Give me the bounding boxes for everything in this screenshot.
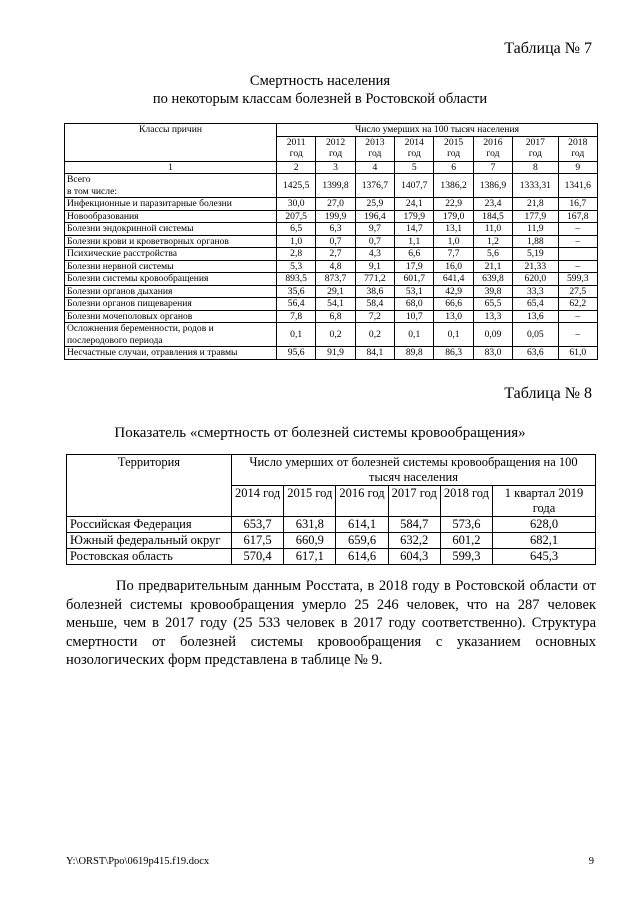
row-label: Всего в том числе: xyxy=(65,174,277,198)
year-suffix: год xyxy=(407,148,421,159)
cell-value: 614,1 xyxy=(336,517,388,533)
table-row xyxy=(65,235,598,248)
cell-value: 58,4 xyxy=(355,298,394,311)
cell-value: 7,7 xyxy=(434,248,473,261)
cell-value: 1,0 xyxy=(434,235,473,248)
cell-value: 53,1 xyxy=(395,285,434,298)
cell-value: 33,3 xyxy=(513,285,558,298)
table-row xyxy=(65,347,598,360)
cell-value: 1,2 xyxy=(473,235,512,248)
cell-value: 13,6 xyxy=(513,310,558,323)
cell-value: 63,6 xyxy=(513,347,558,360)
table-row xyxy=(65,310,598,323)
cell-value xyxy=(558,248,597,261)
table7-year-header xyxy=(316,136,355,161)
table-row xyxy=(65,285,598,298)
cell-value: 66,6 xyxy=(434,298,473,311)
cell-value: 38,6 xyxy=(355,285,394,298)
table-row xyxy=(65,210,598,223)
col-number: 8 xyxy=(513,161,558,174)
year-suffix: год xyxy=(571,148,585,159)
table7-label: Таблица № 7 xyxy=(504,40,592,57)
col-number: 9 xyxy=(558,161,597,174)
cell-value: 1,0 xyxy=(277,235,316,248)
table-row xyxy=(67,517,596,533)
row-label: Ростовская область xyxy=(67,549,232,565)
cell-value: 27,5 xyxy=(558,285,597,298)
row-label: Инфекционные и паразитарные болезни xyxy=(65,198,277,211)
cell-value: 86,3 xyxy=(434,347,473,360)
col-number: 4 xyxy=(355,161,394,174)
cell-value: 35,6 xyxy=(277,285,316,298)
cell-value: 6,5 xyxy=(277,223,316,236)
table8-label: Таблица № 8 xyxy=(504,385,592,402)
col-number: 5 xyxy=(395,161,434,174)
cell-value: 196,4 xyxy=(355,210,394,223)
row-label: Болезни системы кровообращения xyxy=(65,273,277,286)
year-value: 2017 xyxy=(525,136,545,148)
row-label: Болезни крови и кроветворных органов xyxy=(65,235,277,248)
cell-value: 10,7 xyxy=(395,310,434,323)
cell-value: – xyxy=(558,323,597,347)
table7-year-header xyxy=(473,136,512,161)
cell-value: 21,33 xyxy=(513,260,558,273)
footer-file-path: Y:\ORST\Ppo\0619p415.f19.docx xyxy=(66,856,210,867)
cell-value: 21,1 xyxy=(473,260,512,273)
cell-value: 570,4 xyxy=(232,549,284,565)
table7-col-class-header: Классы причин xyxy=(65,124,277,162)
cell-value: 14,7 xyxy=(395,223,434,236)
cell-value: 1386,9 xyxy=(473,174,512,198)
cell-value: 13,3 xyxy=(473,310,512,323)
cell-value: 0,1 xyxy=(434,323,473,347)
col-number: 1 xyxy=(65,161,277,174)
table7-title-line2: по некоторым классам болезней в Ростовской области xyxy=(152,91,488,107)
year-value: 2013 xyxy=(365,136,385,148)
cell-value: 0,2 xyxy=(316,323,355,347)
cell-value: 11,9 xyxy=(513,223,558,236)
table7 xyxy=(64,123,598,360)
table-row xyxy=(65,273,598,286)
cell-value: – xyxy=(558,260,597,273)
table7-col-numbers-row xyxy=(65,161,598,174)
cell-value: 873,7 xyxy=(316,273,355,286)
period-header: 2017 год xyxy=(388,486,440,517)
year-value: 2014 xyxy=(404,136,424,148)
table7-year-header xyxy=(434,136,473,161)
period-header: 2018 год xyxy=(440,486,492,517)
row-label: Болезни мочеполовых органов xyxy=(65,310,277,323)
cell-value: 6,8 xyxy=(316,310,355,323)
cell-value: 27,0 xyxy=(316,198,355,211)
cell-value: 7,2 xyxy=(355,310,394,323)
cell-value: 682,1 xyxy=(493,533,596,549)
cell-value: 604,3 xyxy=(388,549,440,565)
cell-value: 1341,6 xyxy=(558,174,597,198)
cell-value: 660,9 xyxy=(284,533,336,549)
cell-value: 617,5 xyxy=(232,533,284,549)
cell-value: – xyxy=(558,310,597,323)
cell-value: 573,6 xyxy=(440,517,492,533)
table7-year-header xyxy=(558,136,597,161)
table-row xyxy=(65,198,598,211)
cell-value: 56,4 xyxy=(277,298,316,311)
cell-value: 614,6 xyxy=(336,549,388,565)
cell-value: 620,0 xyxy=(513,273,558,286)
col-number: 2 xyxy=(277,161,316,174)
year-suffix: год xyxy=(528,148,542,159)
cell-value: 17,9 xyxy=(395,260,434,273)
cell-value: 62,2 xyxy=(558,298,597,311)
cell-value: 5,19 xyxy=(513,248,558,261)
cell-value: 0,09 xyxy=(473,323,512,347)
cell-value: 771,2 xyxy=(355,273,394,286)
table-row xyxy=(65,248,598,261)
cell-value: 13,1 xyxy=(434,223,473,236)
cell-value: 29,1 xyxy=(316,285,355,298)
table8-col-territory-header: Территория xyxy=(67,455,232,517)
cell-value: 599,3 xyxy=(558,273,597,286)
cell-value: 9,7 xyxy=(355,223,394,236)
cell-value: 54,1 xyxy=(316,298,355,311)
year-value: 2015 xyxy=(444,136,464,148)
cell-value: 5,6 xyxy=(473,248,512,261)
col-number: 6 xyxy=(434,161,473,174)
table7-year-header xyxy=(277,136,316,161)
cell-value: 0,1 xyxy=(395,323,434,347)
table7-header-row xyxy=(65,124,598,137)
cell-value: 9,1 xyxy=(355,260,394,273)
page-number: 9 xyxy=(588,856,594,867)
table-row xyxy=(65,298,598,311)
cell-value: 1386,2 xyxy=(434,174,473,198)
table7-year-header xyxy=(513,136,558,161)
year-value: 2011 xyxy=(286,136,306,148)
cell-value: 24,1 xyxy=(395,198,434,211)
year-value: 2012 xyxy=(325,136,346,148)
cell-value: 601,2 xyxy=(440,533,492,549)
cell-value: 184,5 xyxy=(473,210,512,223)
cell-value: 659,6 xyxy=(336,533,388,549)
col-number: 7 xyxy=(473,161,512,174)
row-label: Болезни эндокринной системы xyxy=(65,223,277,236)
cell-value: 599,3 xyxy=(440,549,492,565)
cell-value: 177,9 xyxy=(513,210,558,223)
cell-value: 0,7 xyxy=(355,235,394,248)
table-row xyxy=(65,174,598,198)
table-row xyxy=(67,549,596,565)
cell-value: 645,3 xyxy=(493,549,596,565)
cell-value: 639,8 xyxy=(473,273,512,286)
table-row xyxy=(65,223,598,236)
body-paragraph xyxy=(66,577,596,670)
cell-value: 199,9 xyxy=(316,210,355,223)
cell-value: 65,4 xyxy=(513,298,558,311)
cell-value: 30,0 xyxy=(277,198,316,211)
cell-value: 628,0 xyxy=(493,517,596,533)
cell-value: 179,9 xyxy=(395,210,434,223)
year-suffix: год xyxy=(447,148,461,159)
cell-value: 641,4 xyxy=(434,273,473,286)
row-label: Новообразования xyxy=(65,210,277,223)
cell-value: 21,8 xyxy=(513,198,558,211)
cell-value: 39,8 xyxy=(473,285,512,298)
row-label: Психические расстройства xyxy=(65,248,277,261)
table7-title-line1: Смертность населения xyxy=(249,73,391,89)
cell-value: 617,1 xyxy=(284,549,336,565)
cell-value: 16,7 xyxy=(558,198,597,211)
cell-value: 7,8 xyxy=(277,310,316,323)
paragraph-text: По предварительным данным Росстата, в 2018 году в Ростовской области от болезней системы кровообращения умерло 25 246 человек, что на 287 человек меньше, чем в 2017 году (25 533 человек в 2017 году соответственно). Структура смертности от болезней системы кровообращения с указанием основных нозологических форм представлена в таблице № 9. xyxy=(66,578,596,668)
table-row xyxy=(65,260,598,273)
cell-value: 1,1 xyxy=(395,235,434,248)
cell-value: – xyxy=(558,235,597,248)
cell-value: 65,5 xyxy=(473,298,512,311)
cell-value: 13,0 xyxy=(434,310,473,323)
table8-col-deaths-header: Число умерших от болезней системы кровообращения на 100 тысяч населения xyxy=(232,455,596,486)
cell-value: 11,0 xyxy=(473,223,512,236)
cell-value: 84,1 xyxy=(355,347,394,360)
cell-value: 0,05 xyxy=(513,323,558,347)
cell-value: 632,2 xyxy=(388,533,440,549)
cell-value: 2,7 xyxy=(316,248,355,261)
year-suffix: год xyxy=(486,148,500,159)
cell-value: 23,4 xyxy=(473,198,512,211)
table7-year-header xyxy=(395,136,434,161)
cell-value: 2,8 xyxy=(277,248,316,261)
period-header: 2014 год xyxy=(232,486,284,517)
cell-value: 1399,8 xyxy=(316,174,355,198)
cell-value: 1,88 xyxy=(513,235,558,248)
row-label: Южный федеральный округ xyxy=(67,533,232,549)
cell-value: 25,9 xyxy=(355,198,394,211)
cell-value: 0,2 xyxy=(355,323,394,347)
cell-value: 1407,7 xyxy=(395,174,434,198)
cell-value: 22,9 xyxy=(434,198,473,211)
year-suffix: год xyxy=(289,148,303,159)
cell-value: 68,0 xyxy=(395,298,434,311)
cell-value: 4,3 xyxy=(355,248,394,261)
cell-value: 631,8 xyxy=(284,517,336,533)
cell-value: 6,3 xyxy=(316,223,355,236)
row-label: Болезни органов дыхания xyxy=(65,285,277,298)
cell-value: 42,9 xyxy=(434,285,473,298)
period-header: 2016 год xyxy=(336,486,388,517)
cell-value: 4,8 xyxy=(316,260,355,273)
table-row xyxy=(67,533,596,549)
cell-value: 584,7 xyxy=(388,517,440,533)
year-suffix: год xyxy=(328,148,343,159)
cell-value: 16,0 xyxy=(434,260,473,273)
cell-value: 61,0 xyxy=(558,347,597,360)
period-header: 2015 год xyxy=(284,486,336,517)
cell-value: 91,9 xyxy=(316,347,355,360)
cell-value: 179,0 xyxy=(434,210,473,223)
year-value: 2018 xyxy=(568,136,588,148)
cell-value: 95,6 xyxy=(277,347,316,360)
cell-value: 89,8 xyxy=(395,347,434,360)
cell-value: 207,5 xyxy=(277,210,316,223)
col-number: 3 xyxy=(316,161,355,174)
table8-title: Показатель «смертность от болезней системы кровообращения» xyxy=(114,425,526,441)
table8-header-row xyxy=(67,455,596,486)
row-label: Болезни органов пищеварения xyxy=(65,298,277,311)
year-suffix: год xyxy=(368,148,382,159)
cell-value: 5,3 xyxy=(277,260,316,273)
cell-value: 1333,31 xyxy=(513,174,558,198)
table8 xyxy=(66,454,596,565)
cell-value: 1376,7 xyxy=(355,174,394,198)
row-label: Болезни нервной системы xyxy=(65,260,277,273)
year-value: 2016 xyxy=(483,136,503,148)
cell-value: 83,0 xyxy=(473,347,512,360)
cell-value: 893,5 xyxy=(277,273,316,286)
row-label: Российская Федерация xyxy=(67,517,232,533)
cell-value: 1425,5 xyxy=(277,174,316,198)
cell-value: – xyxy=(558,223,597,236)
cell-value: 6,6 xyxy=(395,248,434,261)
table7-title xyxy=(0,72,640,108)
period-header: 1 квартал 2019 года xyxy=(493,486,596,517)
table7-year-header xyxy=(355,136,394,161)
cell-value: 601,7 xyxy=(395,273,434,286)
table7-col-deaths-header: Число умерших на 100 тысяч населения xyxy=(277,124,598,137)
row-label: Осложнения беременности, родов и послеродового периода xyxy=(65,323,277,347)
cell-value: 167,8 xyxy=(558,210,597,223)
table-row xyxy=(65,323,598,347)
cell-value: 653,7 xyxy=(232,517,284,533)
row-label: Несчастные случаи, отравления и травмы xyxy=(65,347,277,360)
cell-value: 0,1 xyxy=(277,323,316,347)
cell-value: 0,7 xyxy=(316,235,355,248)
